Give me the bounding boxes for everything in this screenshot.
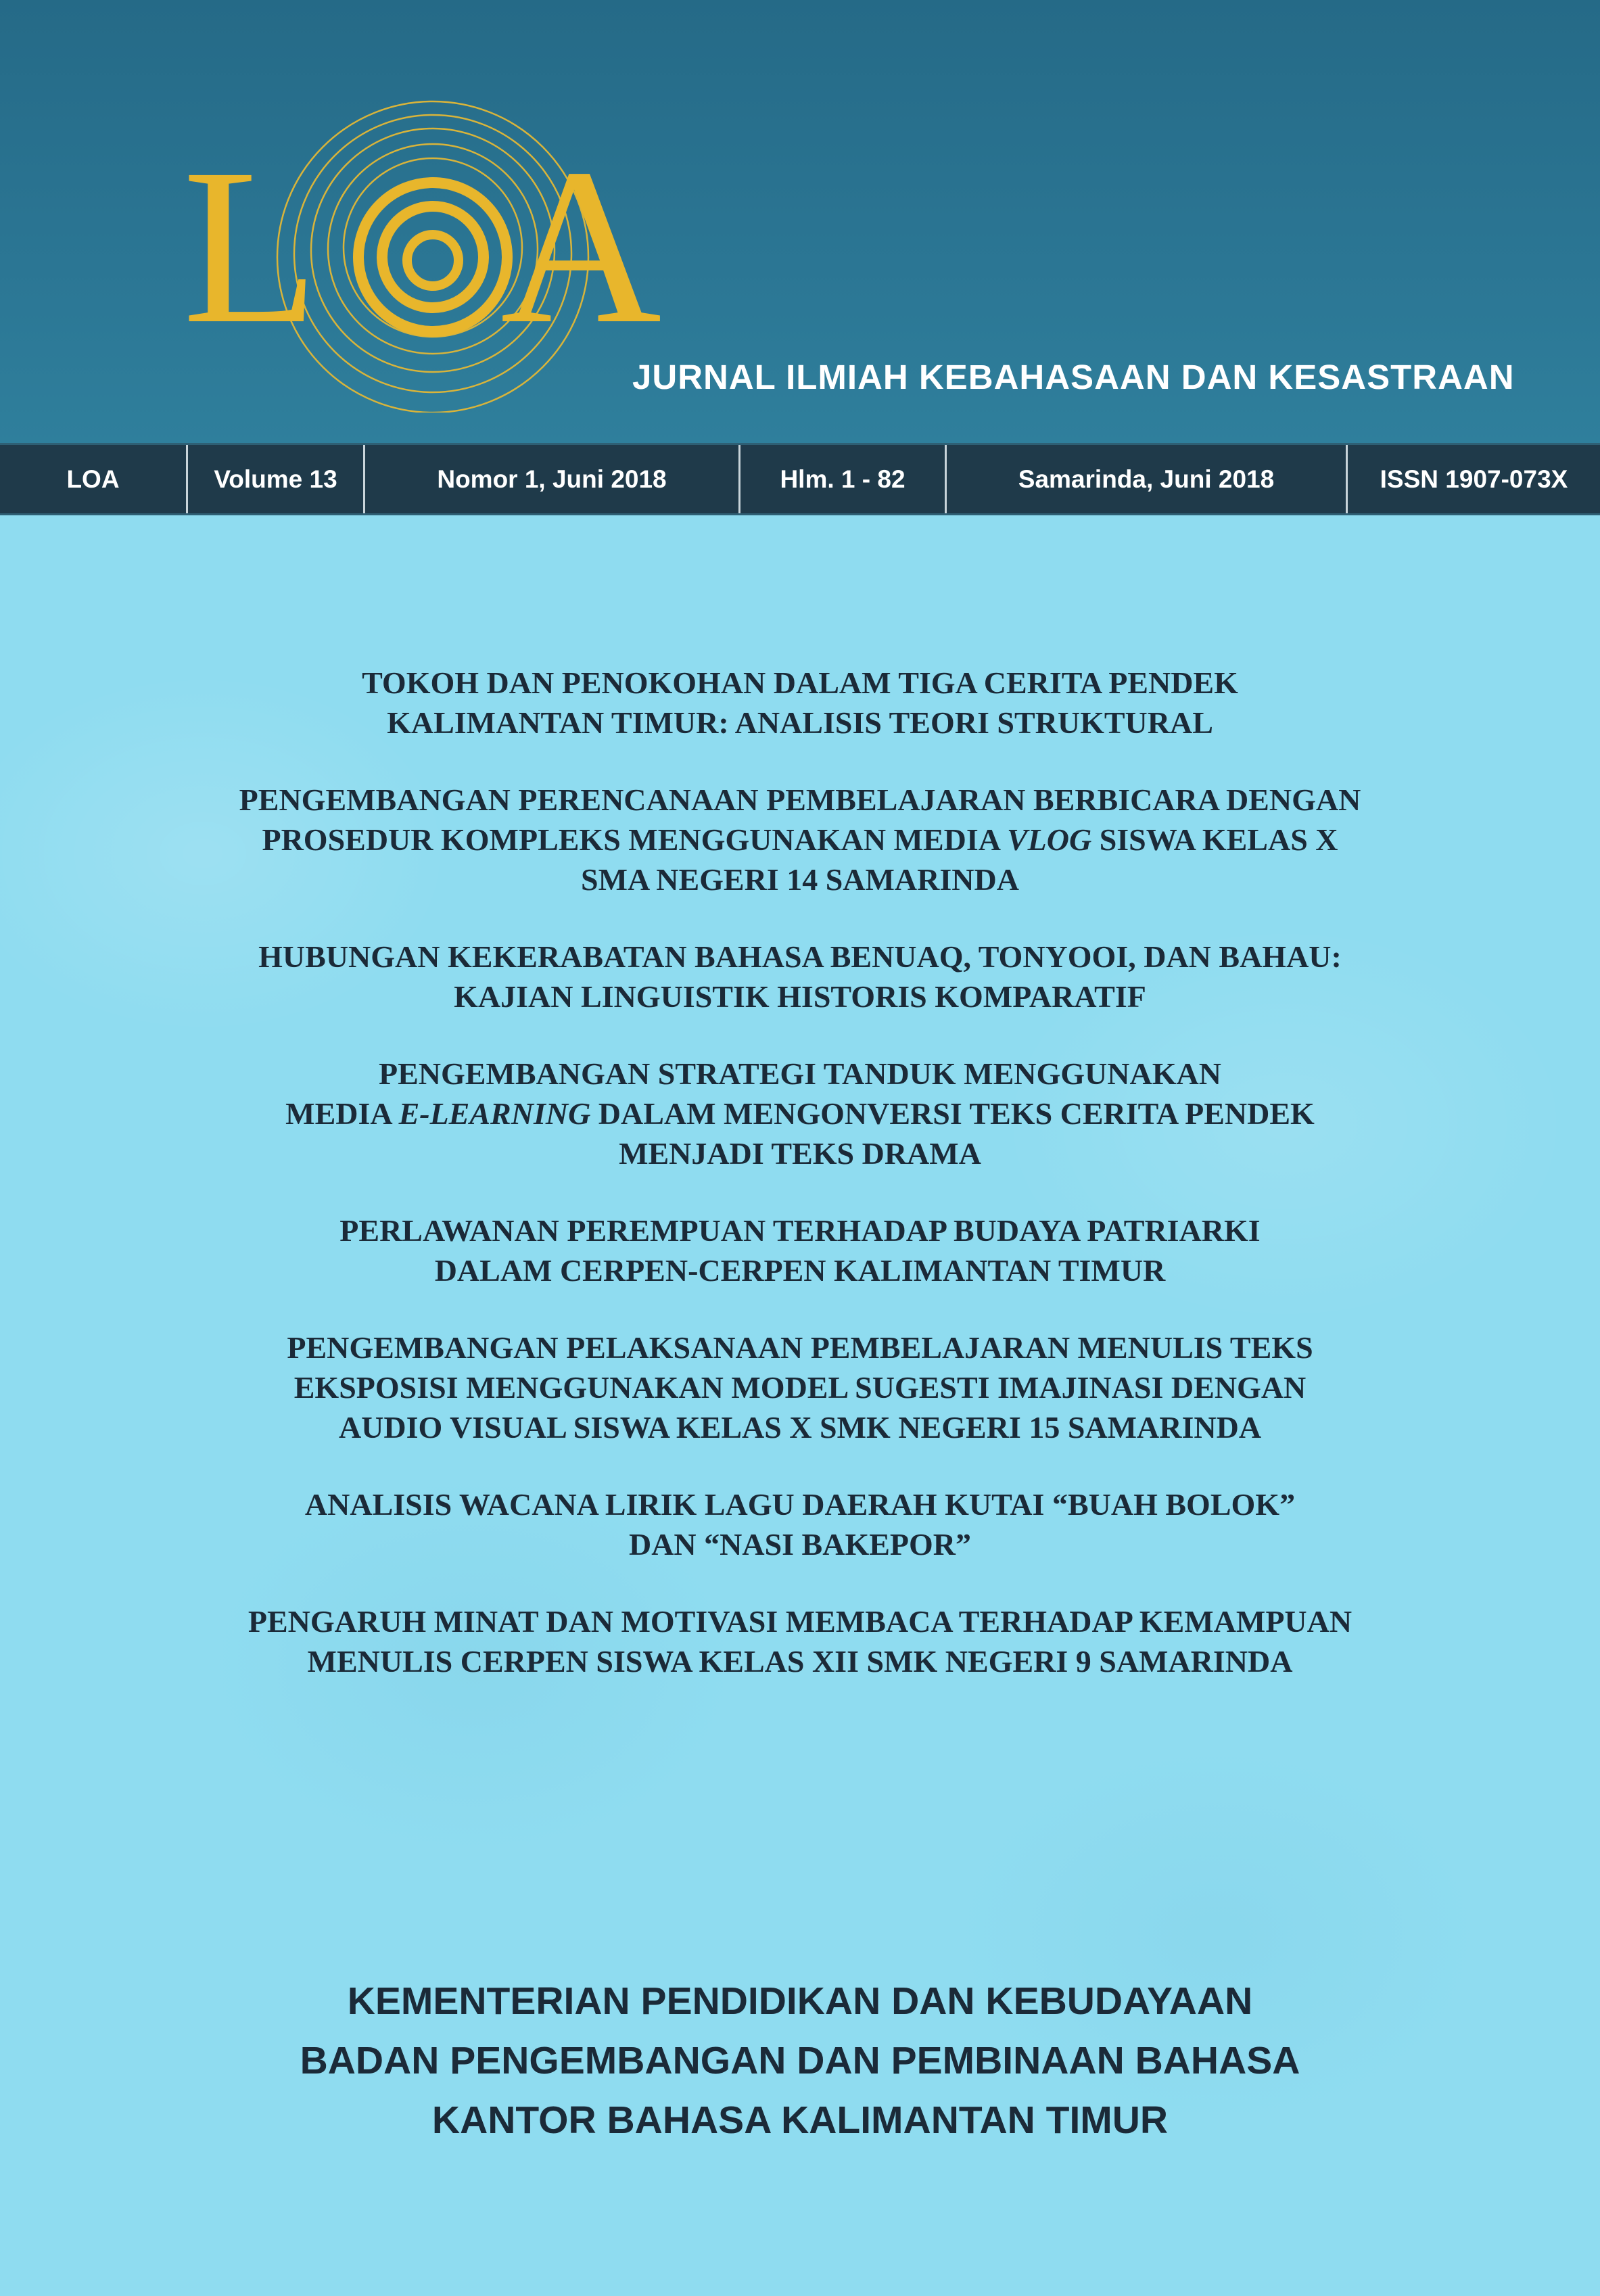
article-title-line: AUDIO VISUAL SISWA KELAS X SMK NEGERI 15 SAMARINDA	[338, 1410, 1262, 1445]
publisher-block	[135, 1971, 1465, 2150]
article-list	[135, 663, 1465, 1718]
article-title-line: MENULIS CERPEN SISWA KELAS XII SMK NEGERI 9 SAMARINDA	[307, 1644, 1293, 1679]
logo-ring	[407, 235, 458, 286]
publisher-office: KANTOR BAHASA KALIMANTAN TIMUR	[431, 2099, 1169, 2142]
article-title-line	[135, 1094, 1465, 1133]
info-issn: ISSN 1907-073X	[1380, 465, 1568, 493]
article-title-segment: PROSEDUR KOMPLEKS MENGGUNAKAN MEDIA	[262, 822, 1007, 857]
info-volume: Volume 13	[188, 445, 365, 513]
article-title-line	[135, 820, 1465, 860]
article-title-line: EKSPOSISI MENGGUNAKAN MODEL SUGESTI IMAJINASI DENGAN	[293, 1370, 1307, 1405]
article-title	[135, 937, 1465, 1016]
article-title	[135, 663, 1465, 743]
article-title	[135, 1054, 1465, 1173]
article-title-italic: E-LEARNING	[398, 1096, 591, 1131]
article-title	[135, 1328, 1465, 1447]
article-title-line: KAJIAN LINGUISTIK HISTORIS KOMPARATIF	[454, 979, 1146, 1014]
article-title	[135, 1211, 1465, 1290]
issue-info-bar	[0, 443, 1600, 515]
article-title-segment: MEDIA	[285, 1096, 399, 1131]
publisher-agency: BADAN PENGEMBANGAN DAN PEMBINAAN BAHASA	[300, 2039, 1300, 2082]
article-title-line: MENJADI TEKS DRAMA	[619, 1136, 981, 1171]
article-title-line: TOKOH DAN PENOKOHAN DALAM TIGA CERITA PENDEK	[362, 665, 1238, 700]
loa-logo	[183, 54, 697, 413]
article-title-line: SMA NEGERI 14 SAMARINDA	[581, 862, 1019, 897]
info-number: Nomor 1, Juni 2018	[365, 445, 740, 513]
article-title-line: PENGEMBANGAN PELAKSANAAN PEMBELAJARAN MENULIS TEKS	[287, 1330, 1313, 1365]
article-title	[135, 780, 1465, 899]
logo-letter-l: L	[183, 123, 319, 370]
publisher-ministry: KEMENTERIAN PENDIDIKAN DAN KEBUDAYAAN	[347, 1979, 1253, 2023]
article-title-line: PERLAWANAN PEREMPUAN TERHADAP BUDAYA PATRIARKI	[339, 1213, 1261, 1248]
article-title-line: DAN “NASI BAKEPOR”	[628, 1527, 972, 1562]
article-title-line: DALAM CERPEN-CERPEN KALIMANTAN TIMUR	[434, 1253, 1166, 1288]
info-place-date: Samarinda, Juni 2018	[947, 445, 1348, 513]
article-title-line: PENGARUH MINAT DAN MOTIVASI MEMBACA TERHADAP KEMAMPUAN	[248, 1604, 1352, 1639]
article-title-line: ANALISIS WACANA LIRIK LAGU DAERAH KUTAI “BUAH BOLOK”	[304, 1487, 1296, 1522]
article-title-line: PENGEMBANGAN STRATEGI TANDUK MENGGUNAKAN	[379, 1056, 1221, 1091]
info-journal: LOA	[0, 445, 188, 513]
article-title-line: KALIMANTAN TIMUR: ANALISIS TEORI STRUKTURAL	[387, 705, 1213, 740]
journal-subtitle: JURNAL ILMIAH KEBAHASAAN DAN KESASTRAAN	[632, 358, 1515, 396]
article-title-line: HUBUNGAN KEKERABATAN BAHASA BENUAQ, TONYOOI, DAN BAHAU:	[258, 939, 1342, 974]
cover-header	[0, 0, 1600, 443]
article-title-segment: DALAM MENGONVERSI TEKS CERITA PENDEK	[590, 1096, 1315, 1131]
article-title-segment: SISWA KELAS X	[1091, 822, 1338, 857]
info-pages: Hlm. 1 - 82	[740, 445, 947, 513]
logo-ring	[382, 206, 484, 308]
logo-letter-a: A	[500, 123, 662, 370]
article-title-line: PENGEMBANGAN PERENCANAAN PEMBELAJARAN BERBICARA DENGAN	[239, 782, 1361, 817]
article-title	[135, 1601, 1465, 1681]
article-title	[135, 1484, 1465, 1564]
article-title-italic: VLOG	[1006, 822, 1092, 857]
